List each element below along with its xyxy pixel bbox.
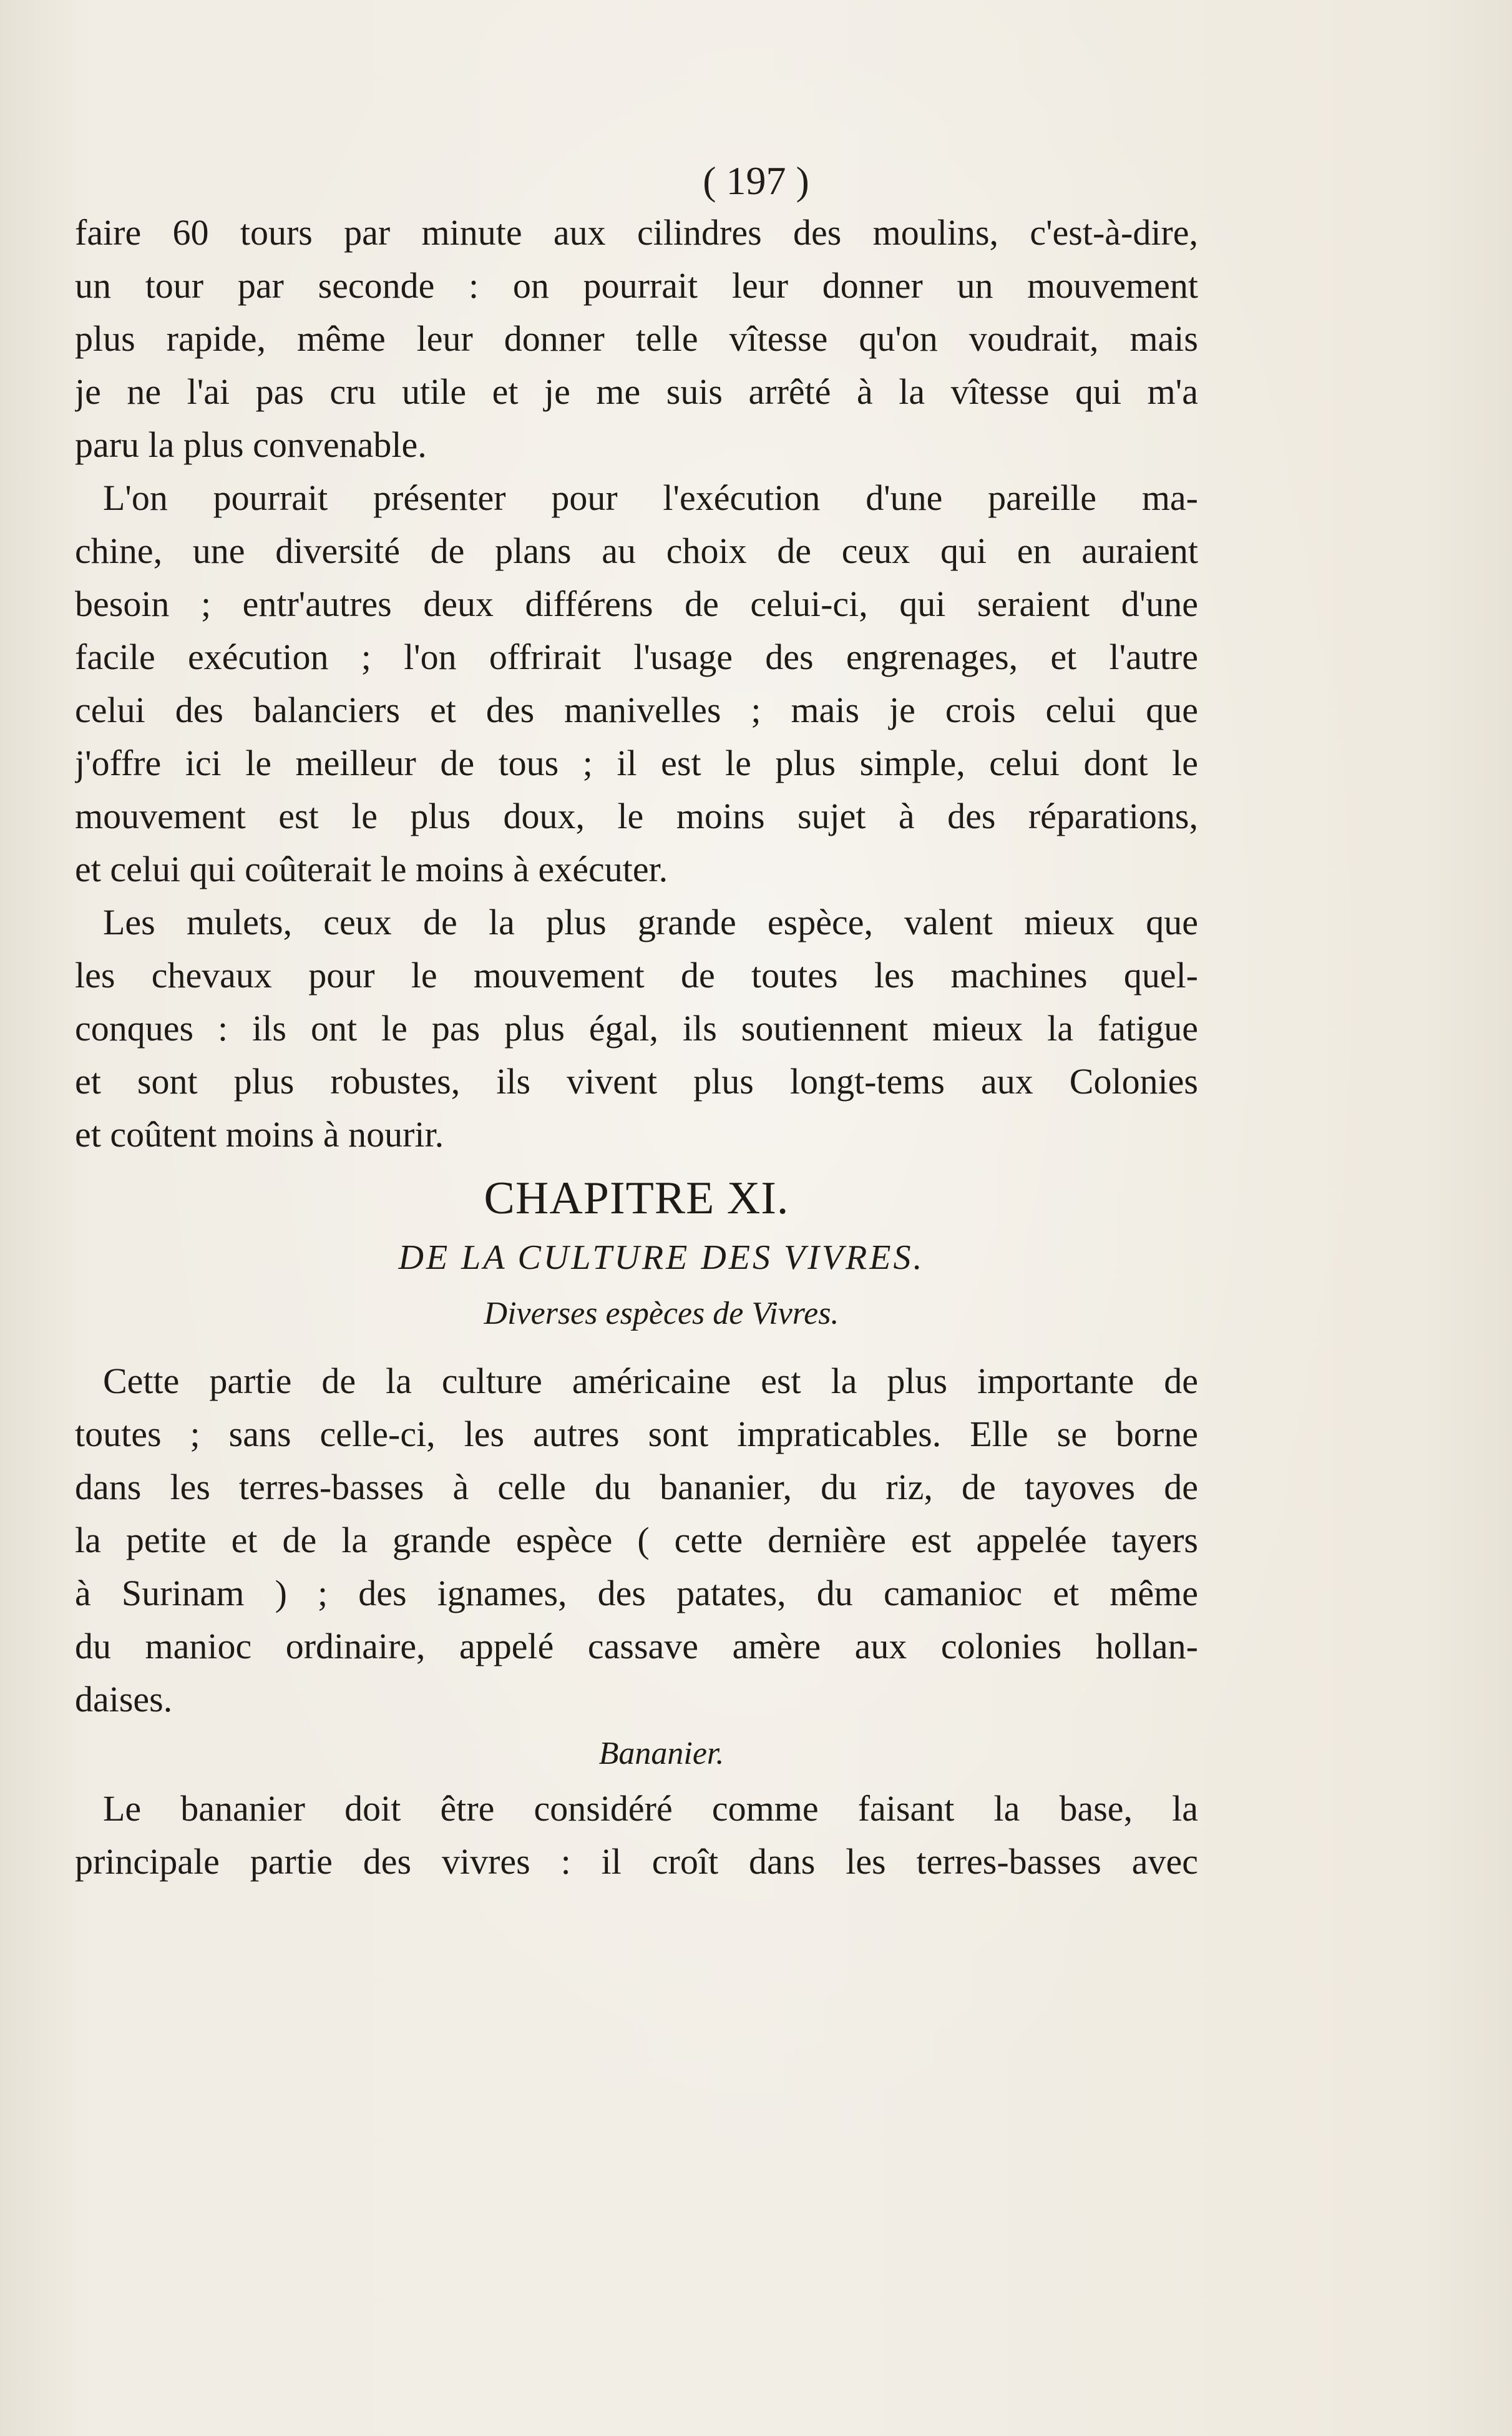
text-line: et coûtent moins à nourir. xyxy=(75,1114,444,1155)
text-line: celui des balanciers et des manivelles ; mais je crois celui que xyxy=(75,690,1198,730)
text-line: Les mulets, ceux de la plus grande espèce, valent mieux que xyxy=(103,902,1198,942)
text-line: j'offre ici le meilleur de tous ; il est le plus simple, celui dont le xyxy=(75,743,1198,783)
text-line: la petite et de la grande espèce ( cette dernière est appelée tayers xyxy=(75,1520,1198,1560)
spacer xyxy=(75,1342,1198,1354)
text-line: je ne l'ai pas cru utile et je me suis arrêté à la vîtesse qui m'a xyxy=(75,371,1198,412)
text-line: principale partie des vivres : il croît dans les terres-basses avec xyxy=(75,1841,1198,1882)
paragraph-1 xyxy=(75,206,1198,471)
text-line: mouvement est le plus doux, le moins sujet à des réparations, xyxy=(75,796,1198,836)
paragraph-4 xyxy=(75,1354,1198,1726)
text-line: dans les terres-basses à celle du bananier, du riz, de tayoves de xyxy=(75,1467,1198,1507)
paragraph-3 xyxy=(75,896,1198,1161)
text-line: les chevaux pour le mouvement de toutes les machines quel- xyxy=(75,955,1198,995)
text-line: plus rapide, même leur donner telle vîtesse qu'on voudrait, mais xyxy=(75,318,1198,359)
text-line: et celui qui coûterait le moins à exécuter. xyxy=(75,849,668,889)
paragraph-5 xyxy=(75,1782,1198,1888)
text-line: Cette partie de la culture américaine est la plus importante de xyxy=(103,1361,1198,1401)
text-line: et sont plus robustes, ils vivent plus longt-tems aux Colonies xyxy=(75,1061,1198,1102)
text-line: faire 60 tours par minute aux cilindres des moulins, c'est-à-dire, xyxy=(75,212,1198,253)
text-line: Le bananier doit être considéré comme faisant la base, la xyxy=(103,1788,1198,1829)
text-line: L'on pourrait présenter pour l'exécution d'une pareille ma- xyxy=(103,477,1198,518)
chapter-heading: CHAPITRE XI. xyxy=(484,1173,789,1224)
page-number: ( 197 ) xyxy=(703,159,809,203)
text-line: chine, une diversité de plans au choix de ceux qui en auraient xyxy=(75,531,1198,571)
text-line: du manioc ordinaire, appelé cassave amère aux colonies hollan- xyxy=(75,1626,1198,1666)
subsection-heading: Diverses espèces de Vivres. xyxy=(484,1296,839,1331)
page-body xyxy=(75,206,1198,1888)
text-line: toutes ; sans celle-ci, les autres sont impraticables. Elle se borne xyxy=(75,1414,1198,1454)
text-line: besoin ; entr'autres deux différens de celui-ci, qui seraient d'une xyxy=(75,584,1198,624)
text-line: daises. xyxy=(75,1679,173,1719)
paragraph-2 xyxy=(75,471,1198,896)
section-title: DE LA CULTURE DES VIVRES. xyxy=(398,1238,925,1277)
bananier-heading: Bananier. xyxy=(598,1736,724,1771)
text-line: paru la plus convenable. xyxy=(75,424,427,465)
text-line: à Surinam ) ; des ignames, des patates, du camanioc et même xyxy=(75,1573,1198,1613)
text-line: conques : ils ont le pas plus égal, ils soutiennent mieux la fatigue xyxy=(75,1008,1198,1049)
text-line: facile exécution ; l'on offrirait l'usage des engrenages, et l'autre xyxy=(75,637,1198,677)
text-line: un tour par seconde : on pourrait leur donner un mouvement xyxy=(75,265,1198,306)
